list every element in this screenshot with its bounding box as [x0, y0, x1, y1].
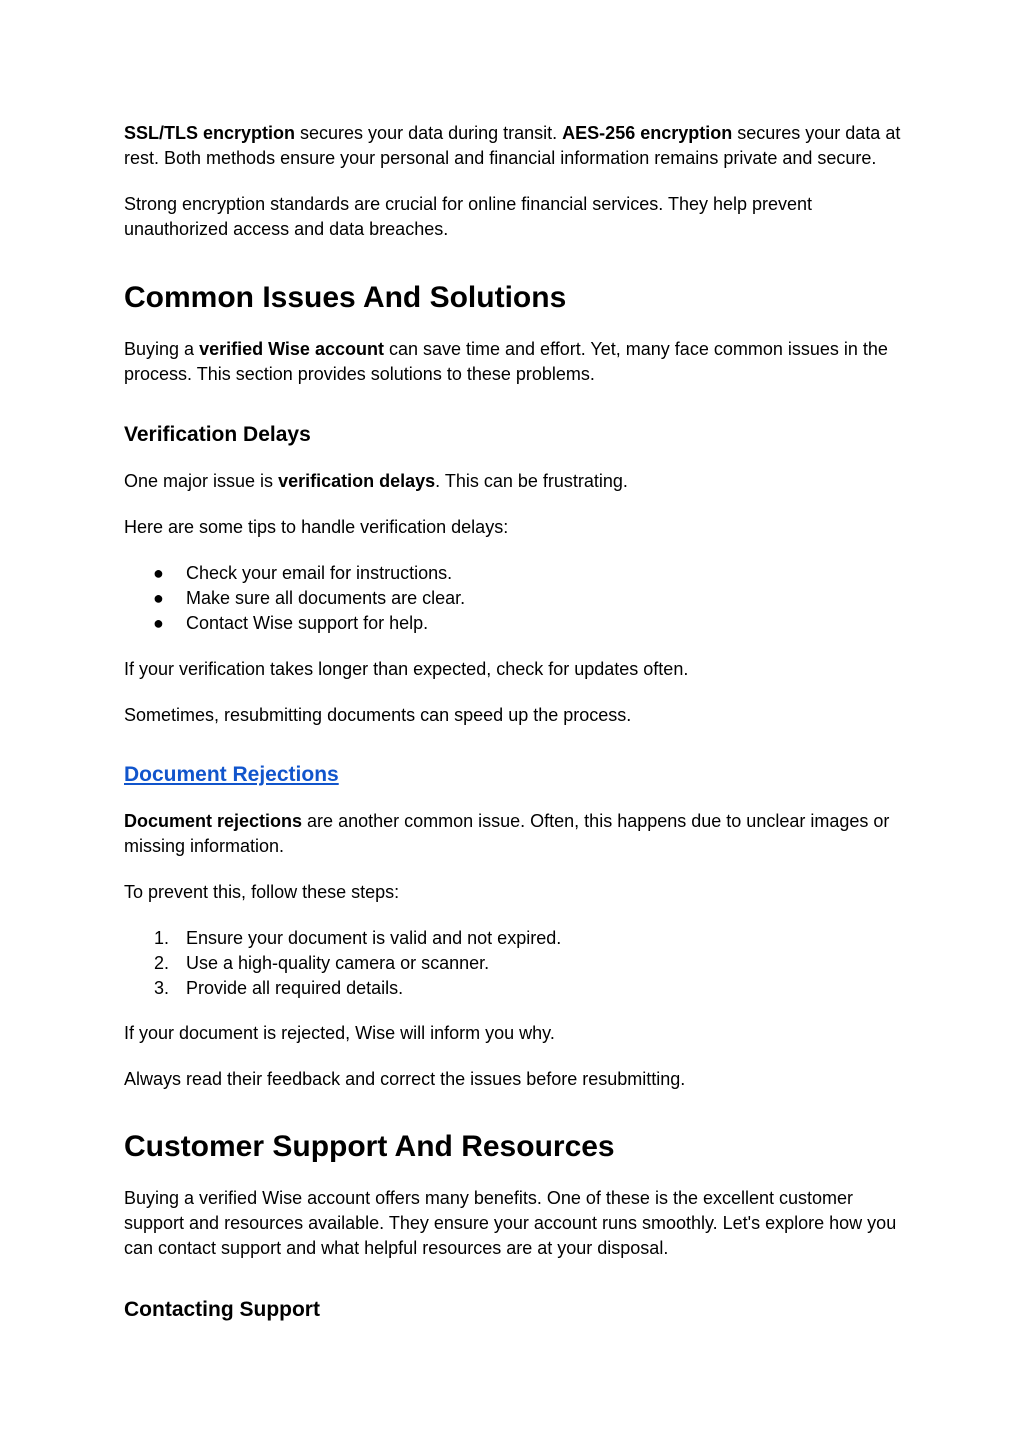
list-item — [124, 976, 904, 1001]
text-span: . This can be frustrating. — [435, 471, 628, 491]
step-number: 1. — [154, 928, 170, 948]
tips-list — [124, 561, 904, 636]
document-rejections-intro — [124, 809, 904, 859]
aes-256-term: AES-256 encryption — [562, 123, 733, 143]
list-item-text: Contact Wise support for help. — [186, 613, 429, 633]
list-item-text: Provide all required details. — [186, 978, 404, 998]
common-issues-intro — [124, 337, 904, 387]
text-span: can save time and effort. Yet, many face common issues in the process. This section provides solutions to these problems. — [124, 339, 888, 384]
common-issues-heading: Common Issues And Solutions — [124, 281, 567, 314]
bullet-marker: ● — [153, 588, 164, 608]
steps-intro: To prevent this, follow these steps: — [124, 882, 400, 902]
text-span: secures your data at rest. Both methods ensure your personal and financial information remains private and secure. — [124, 123, 901, 168]
verification-updates-paragraph: If your verification takes longer than expected, check for updates often. — [124, 659, 689, 679]
list-item — [124, 561, 904, 586]
customer-support-intro: Buying a verified Wise account offers many benefits. One of these is the excellent customer support and resources available. They ensure your account runs smoothly. Let's explore how you can contact support and what helpful resources are at your disposal. — [124, 1188, 897, 1258]
document-rejections-term: Document rejections — [124, 811, 303, 831]
list-item — [124, 586, 904, 611]
encryption-paragraph — [124, 121, 904, 171]
encryption-standards-paragraph: Strong encryption standards are crucial for online financial services. They help prevent unauthorized access and data breaches. — [124, 194, 813, 239]
text-span: secures your data during transit. — [295, 123, 563, 143]
list-item-text: Check your email for instructions. — [186, 563, 453, 583]
customer-support-heading: Customer Support And Resources — [124, 1130, 615, 1163]
list-item-text: Ensure your document is valid and not expired. — [186, 928, 562, 948]
contacting-support-heading: Contacting Support — [124, 1298, 320, 1321]
rejection-inform-paragraph: If your document is rejected, Wise will inform you why. — [124, 1023, 555, 1043]
document-rejections-link[interactable]: Document Rejections — [124, 763, 339, 786]
bullet-marker: ● — [153, 563, 164, 583]
list-item — [124, 951, 904, 976]
text-span: One major issue is — [124, 471, 279, 491]
text-span: are another common issue. Often, this happens due to unclear images or missing information. — [124, 811, 890, 856]
steps-list — [124, 926, 904, 1001]
bullet-marker: ● — [153, 613, 164, 633]
resubmitting-paragraph: Sometimes, resubmitting documents can speed up the process. — [124, 705, 632, 725]
tips-intro: Here are some tips to handle verification delays: — [124, 517, 509, 537]
step-number: 2. — [154, 953, 170, 973]
step-number: 3. — [154, 978, 170, 998]
document-page — [124, 121, 904, 1324]
list-item-text: Make sure all documents are clear. — [186, 588, 466, 608]
verified-wise-account-term: verified Wise account — [199, 339, 384, 359]
verification-delays-term: verification delays — [278, 471, 436, 491]
verification-delays-heading: Verification Delays — [124, 423, 311, 446]
text-span: Buying a — [124, 339, 200, 359]
verification-delays-intro — [124, 469, 904, 494]
read-feedback-paragraph: Always read their feedback and correct the issues before resubmitting. — [124, 1069, 686, 1089]
list-item-text: Use a high-quality camera or scanner. — [186, 953, 490, 973]
document-rejections-heading — [124, 761, 904, 789]
ssl-tls-term: SSL/TLS encryption — [124, 123, 296, 143]
list-item — [124, 926, 904, 951]
list-item — [124, 611, 904, 636]
